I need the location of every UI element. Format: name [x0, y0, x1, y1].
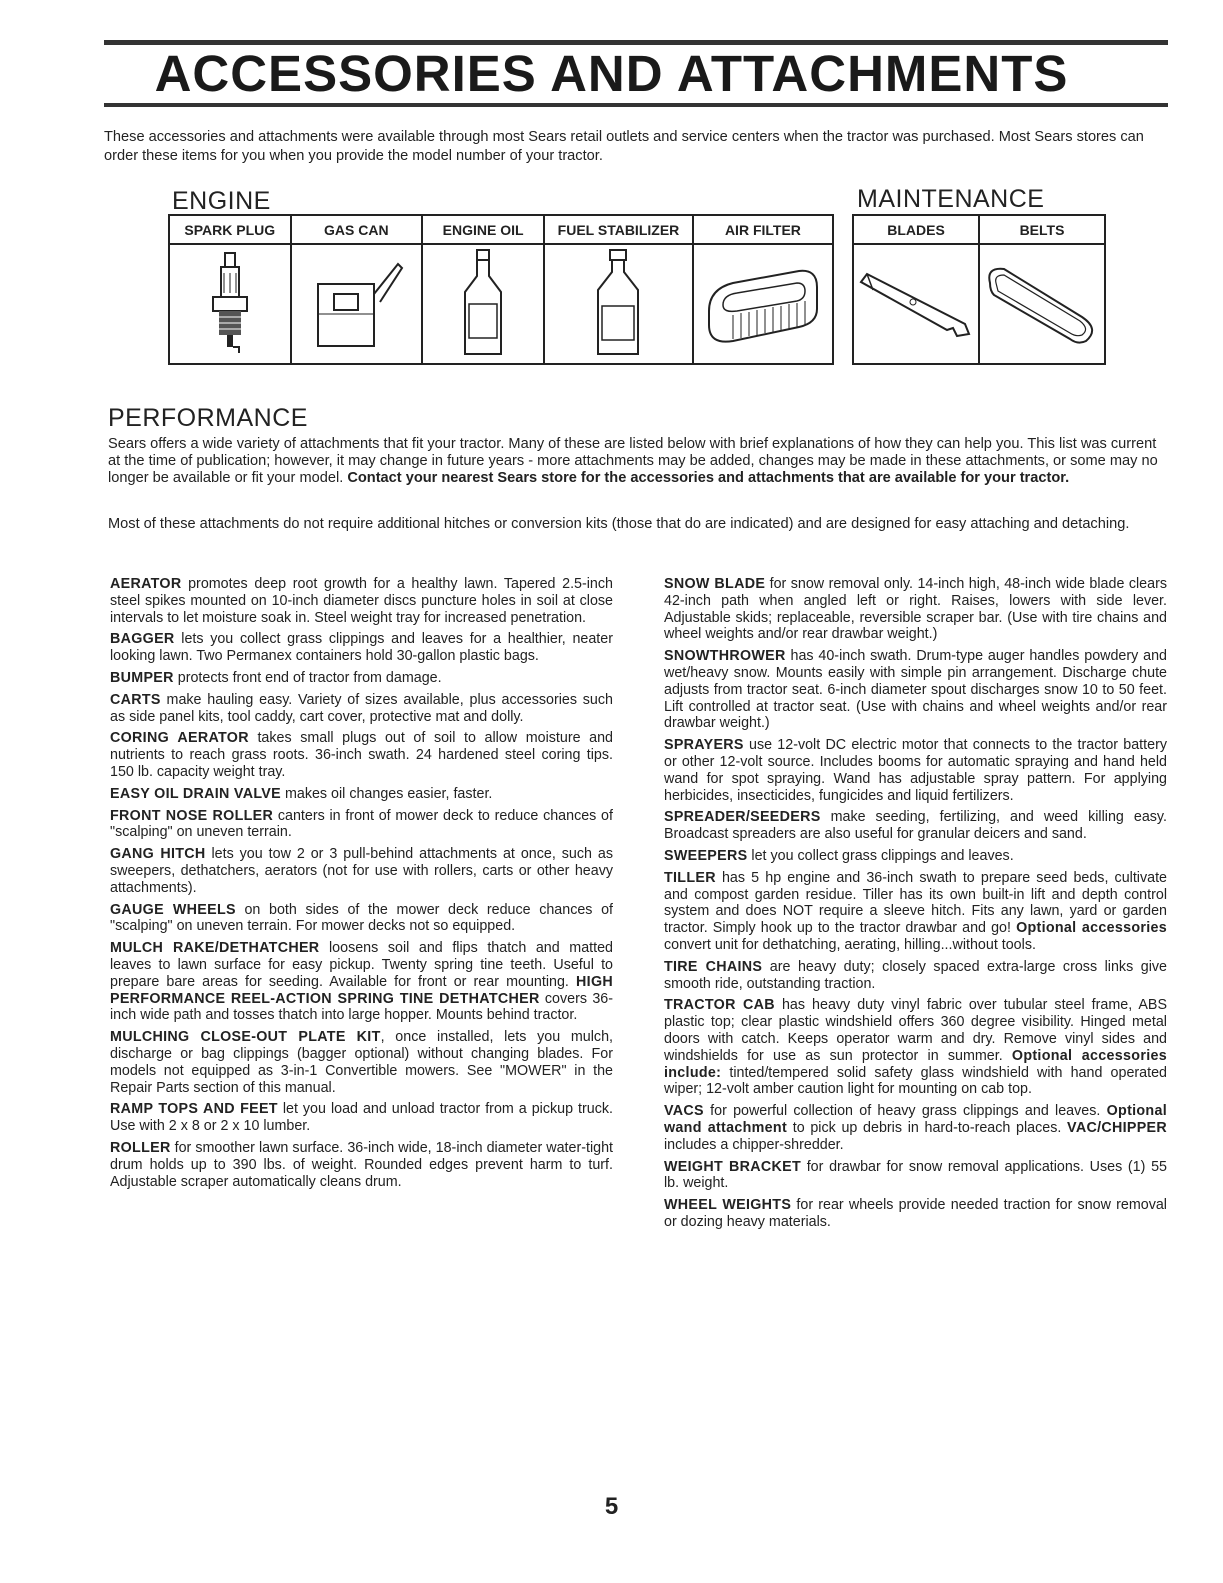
engine-table	[168, 214, 834, 365]
gas-can-icon	[306, 254, 406, 354]
engine-heading: ENGINE	[172, 187, 271, 215]
list-item: MULCHING CLOSE-OUT PLATE KIT, once installed, lets you mulch, discharge or bag clippings (bagger optional) without changing blades. For models not equipped as 3-in-1 Convertible mowers. See "MOWER" in the Repair Parts section of this manual.	[110, 1029, 613, 1096]
list-item: GANG HITCH lets you tow 2 or 3 pull-behind attachments at once, such as sweepers, dethatchers, aerators (not for use with rollers, carts or other heavy attachments).	[110, 846, 613, 896]
list-item: SNOW BLADE for snow removal only. 14-inch high, 48-inch wide blade clears 42-inch path when angled left or right. Raises, lowers with side lever. Adjustable skids; replaceable, reversible scraper bar. (Use with tire chains and wheel weights and/or rear drawbar weight.)	[664, 576, 1167, 643]
list-item: TRACTOR CAB has heavy duty vinyl fabric over tubular steel frame, ABS plastic top; clear plastic windshield offers 360 degree visibility. Hinged metal doors with catch. Keeps operator warm and dry. Remove vinyl sides and windshields for use as sun protector in summer. Optional accessories include: tinted/tempered solid safety glass windshield with hand operated wiper; 12-volt amber caution light for mounting on cab top.	[664, 997, 1167, 1098]
belts-cell	[979, 244, 1105, 364]
list-item: WHEEL WEIGHTS for rear wheels provide needed traction for snow removal or dozing heavy materials.	[664, 1197, 1167, 1230]
list-item: BUMPER protects front end of tractor from damage.	[110, 669, 442, 686]
list-item: EASY OIL DRAIN VALVE makes oil changes easier, faster.	[110, 785, 493, 802]
list-item: CORING AERATOR takes small plugs out of soil to allow moisture and nutrients to reach grass roots. 36-inch swath. 24 hardened steel coring tips. 150 lb. capacity weight tray.	[110, 730, 613, 780]
stabilizer-bottle-icon	[588, 248, 648, 360]
performance-contact-note: Contact your nearest Sears store for the accessories and attachments that are available for your tractor.	[347, 470, 1070, 486]
list-item: TILLER has 5 hp engine and 36-inch swath to prepare seed beds, cultivate and compost garden residue. Tiller has its own built-in lift and depth control system and does NOT require a sleeve hitch. Fits any lawn, yard or garden tractor. Simply hook up to the tractor drawbar and go! Optional accessories convert unit for dethatching, aerating, hilling...without tools.	[664, 869, 1168, 953]
spark-plug-label: SPARK PLUG	[169, 215, 291, 244]
list-item: SWEEPERS let you collect grass clippings and leaves.	[664, 847, 1014, 864]
right-column	[664, 576, 1167, 1236]
list-item: SNOWTHROWER has 40-inch swath. Drum-type auger handles powdery and wet/heavy snow. Mounts easily with simple pin arrangement. Discharge chute adjusts from tractor seat. 6-inch diameter spout discharges snow 10 to 50 feet. Lift controlled at tractor seat. (Use with chains and wheel weights and/or rear drawbar weight.)	[664, 648, 1167, 732]
performance-paragraph-2: Most of these attachments do not require additional hitches or conversion kits (those that do are indicated) and are designed for easy attaching and detaching.	[108, 516, 1130, 532]
gas-can-cell	[291, 244, 423, 364]
left-column	[110, 576, 613, 1195]
list-item: TIRE CHAINS are heavy duty; closely spaced extra-large cross links give smooth ride, outstanding traction.	[664, 958, 1167, 992]
list-item: SPRAYERS use 12-volt DC electric motor that connects to the tractor battery or other 12-volt source. Includes booms for automatic spraying and hand held wand for spot spraying. Wand has adjustable spray pattern. For applying herbicides, insecticides, fungicides and liquid fertilizers.	[664, 737, 1167, 804]
list-item: SPREADER/SEEDERS make seeding, fertilizing, and weed killing easy. Broadcast spreaders are also useful for granular deicers and sand.	[664, 809, 1167, 843]
blades-cell	[853, 244, 979, 364]
performance-heading: PERFORMANCE	[108, 404, 308, 432]
air-filter-label: AIR FILTER	[693, 215, 833, 244]
belts-label: BELTS	[979, 215, 1105, 244]
performance-text: Sears offers a wide variety of attachments that fit your tractor. Many of these are listed below with brief explanations of how they can help you. This list was current at the time of publication; however, it may change in future years - more attachments may be added, changes may be made in these attachments, or some may no longer be available or fit your model.	[108, 436, 1158, 486]
list-item: ROLLER for smoother lawn surface. 36-inch wide, 18-inch diameter water-tight drum holds up to 390 lbs. of weight. Rounded edges prevent harm to turf. Adjustable scraper automatically cleans drum.	[110, 1139, 613, 1190]
page-title: ACCESSORIES AND ATTACHMENTS	[154, 45, 1069, 102]
intro-text: These accessories and attachments were available through most Sears retail outlets and service centers when the tractor was purchased. Most Sears stores can order these items for you when you provide the model number of your tractor.	[104, 129, 1144, 164]
blade-icon	[857, 264, 975, 344]
list-item: RAMP TOPS AND FEET let you load and unload tractor from a pickup truck. Use with 2 x 8 or 2 x 10 lumber.	[110, 1101, 613, 1135]
list-item: MULCH RAKE/DETHATCHER loosens soil and flips thatch and matted leaves to lawn surface for easy pickup. Twenty spring tine teeth. Useful to prepare bare areas for seeding. Available for front or rear mounting. HIGH PERFORMANCE REEL-ACTION SPRING TINE DETHATCHER covers 36-inch wide path and tosses thatch into large hopper. Mounts behind tractor.	[110, 940, 613, 1024]
fuel-stabilizer-cell	[544, 244, 693, 364]
list-item: FRONT NOSE ROLLER canters in front of mower deck to reduce chances of "scalping" on uneven terrain.	[110, 807, 613, 841]
bottom-rule	[104, 103, 1168, 107]
list-item: AERATOR promotes deep root growth for a healthy lawn. Tapered 2.5-inch steel spikes mounted on 10-inch diameter discs puncture holes in soil at close intervals to let moisture soak in. Steel weight tray for increased penetration.	[110, 576, 613, 626]
oil-bottle-icon	[453, 248, 513, 360]
list-item: WEIGHT BRACKET for drawbar for snow removal applications. Uses (1) 55 lb. weight.	[664, 1158, 1168, 1192]
gas-can-label: GAS CAN	[291, 215, 423, 244]
list-item: CARTS make hauling easy. Variety of sizes available, plus accessories such as side panel kits, tool caddy, cart cover, protective mat and dolly.	[110, 691, 613, 725]
fuel-stabilizer-label: FUEL STABILIZER	[544, 215, 693, 244]
blades-label: BLADES	[853, 215, 979, 244]
list-item: GAUGE WHEELS on both sides of the mower deck reduce chances of "scalping" on uneven terrain. For mower decks not so equipped.	[110, 901, 613, 935]
maintenance-heading: MAINTENANCE	[857, 185, 1045, 213]
spark-plug-cell	[169, 244, 291, 364]
engine-oil-cell	[422, 244, 544, 364]
page-number: 5	[604, 1493, 619, 1520]
engine-oil-label: ENGINE OIL	[422, 215, 544, 244]
maintenance-table	[852, 214, 1106, 365]
air-filter-icon	[703, 259, 823, 349]
list-item: BAGGER lets you collect grass clippings and leaves for a healthier, neater looking lawn. Two Permanex containers hold 30-gallon plastic bags.	[110, 631, 613, 665]
list-item: VACS for powerful collection of heavy grass clippings and leaves. Optional wand attachment to pick up debris in hard-to-reach places. VAC/CHIPPER includes a chipper-shredder.	[664, 1103, 1167, 1153]
air-filter-cell	[693, 244, 833, 364]
spark-plug-icon	[205, 249, 255, 359]
belt-icon	[982, 259, 1102, 349]
performance-paragraph-1	[108, 436, 1168, 487]
